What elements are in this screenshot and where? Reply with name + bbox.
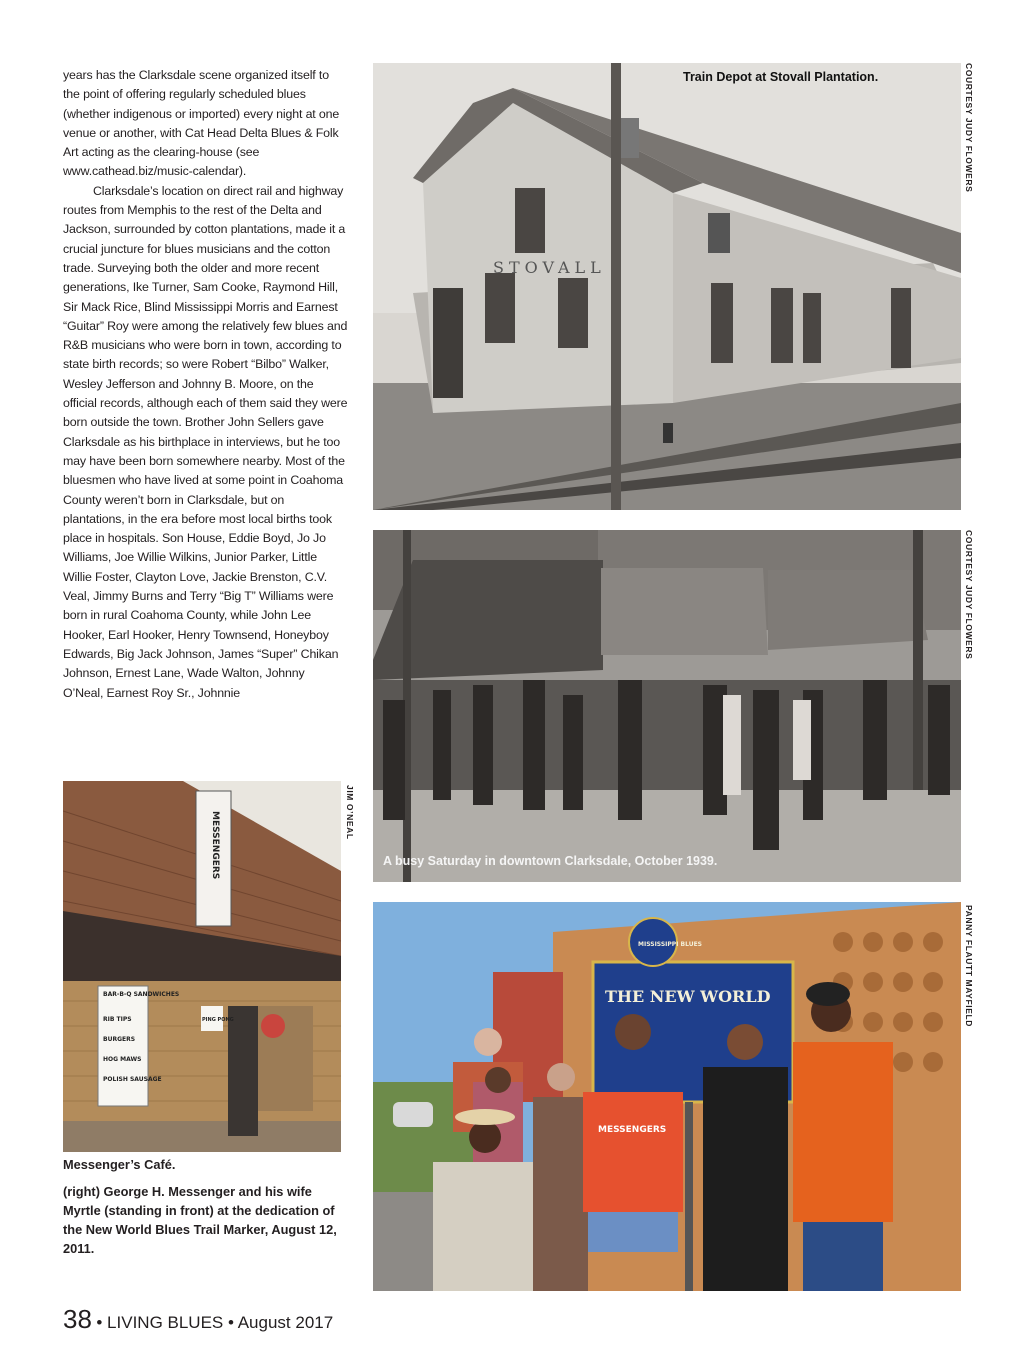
- marker-photo: [373, 902, 961, 1291]
- marker-title-text: THE NEW WORLD: [605, 987, 771, 1006]
- marker-caption: (right) George H. Messenger and his wife Myrtle (standing in front) at the dedication of the New World Blues Trail Marker, August 12, 2011.: [63, 1184, 337, 1256]
- menu-item: BAR-B-Q SANDWICHES: [103, 991, 180, 998]
- article-body: [63, 66, 348, 703]
- cafe-credit: JIM O’NEAL: [345, 785, 355, 840]
- article-paragraph: years has the Clarksdale scene organized itself to the point of offering regularly scheduled blues (whether indigenous or imported) every night at one venue or another, with Cat Head Delta Blues & Folk Art acting as the clearing-house (see www.cathead.biz/music-calendar).: [63, 68, 340, 179]
- depot-sign-text: STOVALL: [493, 258, 606, 277]
- page-footer: [63, 1304, 333, 1335]
- marker-credit: PANNY FLAUTT MAYFIELD: [964, 905, 974, 1027]
- cafe-sign-text: MESSENGERS: [210, 811, 220, 880]
- street-photo: [373, 530, 961, 882]
- marker-badge-text: MISSISSIPPI BLUES: [638, 941, 703, 948]
- door-sign-text: PING PONG: [202, 1017, 234, 1023]
- article-paragraph: Clarksdale’s location on direct rail and highway routes from Memphis to the rest of the Delta and Jackson, surrounded by cotton plantations, made it a crucial juncture for blues musicians and the cotton trade. Surveying both the older and more recent generations, Ike Turner, Sam Cooke, Raymond Hill, Sir Mack Rice, Blind Mississippi Morris and Earnest “Guitar” Roy were among the relatively few blues and R&B musicians who were born in town, according to state birth records; so were Robert “Bilbo” Walker, Wesley Jefferson and Johnny B. Moore, on the official records, although each of them said they were born outside the town. Brother John Sellers gave Clarksdale as his birthplace in interviews, but he too may have been born somewhere nearby. Most of the bluesmen who have lived at some point in Coahoma County weren’t born in Clarksdale, but on plantations, in the era before most local births took place in hospitals. Son House, Eddie Boyd, Jo Jo Williams, Joe Willie Wilkins, Junior Parker, Little Willie Foster, Clayton Love, Jackie Brenston, C.V. Veal, Jimmy Burns and Terry “Big T” Williams were born in rural Coahoma County, while John Lee Hooker, Earl Hooker, Henry Townsend, Honeyboy Edwards, Big Jack Johnson, James “Super” Chikan Johnson, Ernest Lane, Wade Walton, Johnny O’Neal, Earnest Roy Sr., Johnnie: [63, 183, 348, 700]
- street-credit: COURTESY JUDY FLOWERS: [964, 530, 974, 660]
- depot-caption: Train Depot at Stovall Plantation.: [683, 70, 879, 84]
- cafe-caption: Messenger’s Café.: [63, 1157, 176, 1172]
- menu-item: HOG MAWS: [103, 1056, 142, 1063]
- depot-photo: [373, 63, 961, 510]
- shirt-text: MESSENGERS: [598, 1125, 667, 1135]
- menu-item: BURGERS: [103, 1036, 136, 1043]
- page-number: 38: [63, 1304, 92, 1334]
- menu-item: POLISH SAUSAGE: [103, 1076, 162, 1083]
- menu-item: RIB TIPS: [103, 1016, 132, 1023]
- street-caption: A busy Saturday in downtown Clarksdale, October 1939.: [383, 854, 718, 868]
- cafe-photo: [63, 781, 341, 1152]
- magazine-info: • LIVING BLUES • August 2017: [96, 1313, 334, 1332]
- depot-credit: COURTESY JUDY FLOWERS: [964, 63, 974, 193]
